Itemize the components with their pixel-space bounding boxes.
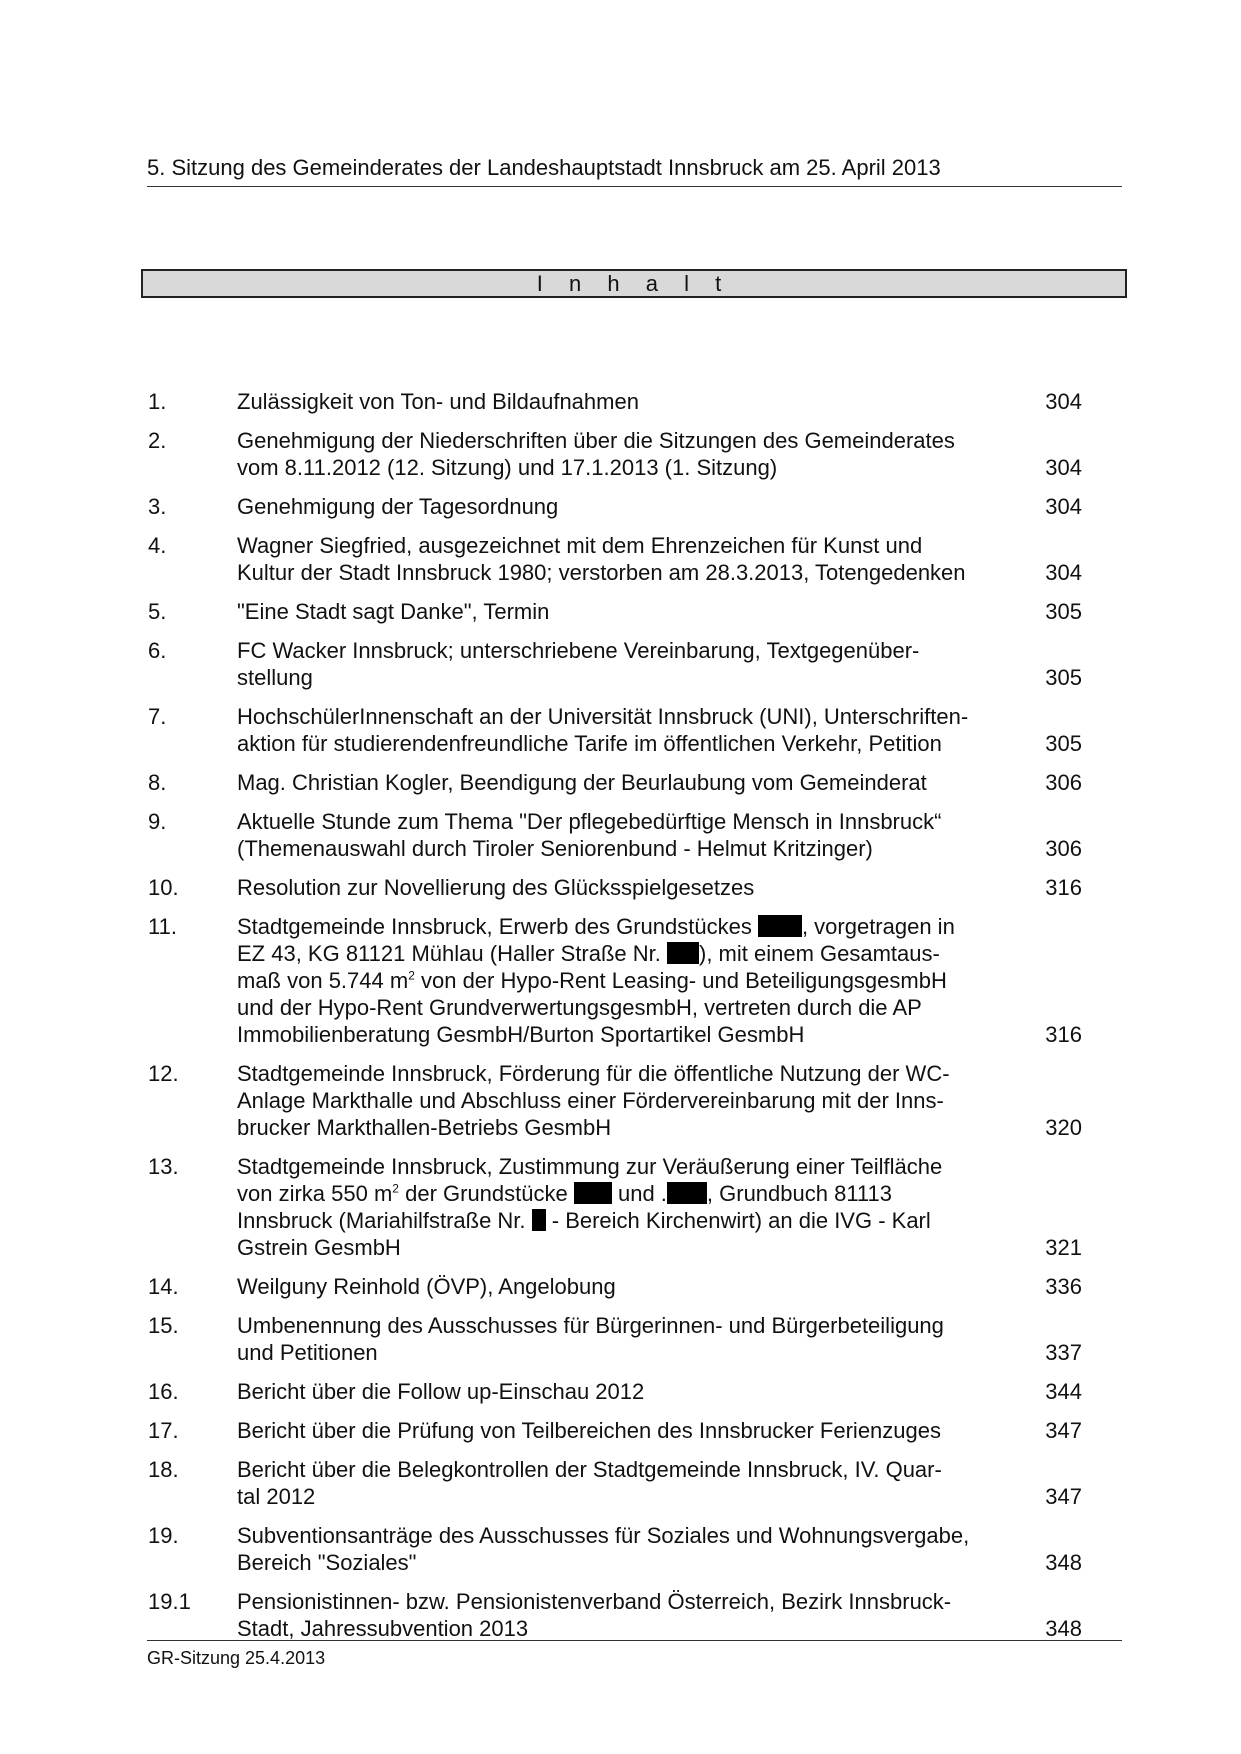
toc-title: Umbenennung des Ausschusses für Bürgerinnen- und Bürgerbeteiligung und Petitionen <box>237 1313 944 1365</box>
toc-number: 2. <box>148 428 167 453</box>
toc-page: 304 <box>1045 494 1082 519</box>
toc-title-text: und . <box>611 1181 667 1206</box>
toc-title: "Eine Stadt sagt Danke", Termin <box>237 599 550 624</box>
toc-item-16 <box>148 1378 1088 1405</box>
toc-title-text: , Grundbuch 81113 <box>706 1181 893 1206</box>
toc-page: 321 <box>1045 1235 1082 1260</box>
toc-number: 4. <box>148 533 167 558</box>
toc-number: 9. <box>148 809 167 834</box>
toc-page: 348 <box>1045 1550 1082 1575</box>
toc-title: Pensionistinnen- bzw. Pensionistenverband Österreich, Bezirk Innsbruck- Stadt, Jahressubvention 2013 <box>237 1589 952 1641</box>
toc-number: 6. <box>148 638 167 663</box>
toc-item-6 <box>148 637 1088 691</box>
toc-title: Wagner Siegfried, ausgezeichnet mit dem Ehrenzeichen für Kunst und Kultur der Stadt Innsbruck 1980; verstorben am 28.3.2013, Totengedenken <box>237 533 966 585</box>
page-footer-text: GR-Sitzung 25.4.2013 <box>147 1648 326 1668</box>
toc-number: 1. <box>148 389 167 414</box>
toc-number: 5. <box>148 599 167 624</box>
toc-item-13 <box>148 1153 1088 1261</box>
toc-title: Bericht über die Belegkontrollen der Stadtgemeinde Innsbruck, IV. Quar- tal 2012 <box>237 1457 942 1509</box>
toc-number: 17. <box>148 1418 179 1443</box>
toc-title: Subventionsanträge des Ausschusses für Soziales und Wohnungsvergabe, Bereich "Soziales" <box>237 1523 970 1575</box>
toc-item-19 <box>148 1522 1088 1576</box>
toc-number: 12. <box>148 1061 179 1086</box>
toc-number: 14. <box>148 1274 179 1299</box>
toc-title: Stadtgemeinde Innsbruck, Förderung für die öffentliche Nutzung der WC- Anlage Markthalle und Abschluss einer Fördervereinbarung mit der Inns- brucker Markthallen-Betriebs GesmbH <box>237 1061 950 1140</box>
toc-title-text: , vorgetragen in <box>801 914 955 939</box>
toc-title-text: Stadtgemeinde Innsbruck, Zustimmung zur Veräußerung einer Teilfläche <box>237 1154 943 1179</box>
toc-number: 16. <box>148 1379 179 1404</box>
toc-title: Genehmigung der Tagesordnung <box>237 494 559 519</box>
toc-title: Mag. Christian Kogler, Beendigung der Beurlaubung vom Gemeinderat <box>237 770 927 795</box>
table-of-contents <box>148 388 1088 1654</box>
toc-item-3 <box>148 493 1088 520</box>
redaction-block <box>667 1182 707 1204</box>
toc-page: 344 <box>1045 1379 1082 1404</box>
toc-title-text: und der Hypo-Rent GrundverwertungsgesmbH, vertreten durch die AP <box>237 995 922 1020</box>
redaction-block <box>758 915 802 937</box>
contents-heading-box <box>141 269 1127 298</box>
toc-title-text: ), mit einem Gesamtaus- <box>699 941 940 966</box>
toc-item-14 <box>148 1273 1088 1300</box>
toc-title: Weilguny Reinhold (ÖVP), Angelobung <box>237 1274 616 1299</box>
toc-page: 316 <box>1045 875 1082 900</box>
toc-title: Resolution zur Novellierung des Glücksspielgesetzes <box>237 875 755 900</box>
toc-title <box>237 1153 997 1261</box>
toc-item-4 <box>148 532 1088 586</box>
toc-item-1 <box>148 388 1088 415</box>
toc-title: Genehmigung der Niederschriften über die Sitzungen des Gemeinderates vom 8.11.2012 (12. Sitzung) und 17.1.2013 (1. Sitzung) <box>237 428 955 480</box>
toc-title: Bericht über die Follow up-Einschau 2012 <box>237 1379 645 1404</box>
toc-number: 19. <box>148 1523 179 1548</box>
toc-title-text: Gstrein GesmbH <box>237 1235 401 1260</box>
toc-title-text: Stadtgemeinde Innsbruck, Erwerb des Grundstückes <box>237 914 758 939</box>
toc-title <box>237 913 997 1048</box>
toc-page: 320 <box>1045 1115 1082 1140</box>
toc-title-text: der Grundstücke <box>398 1181 574 1206</box>
toc-title-text: EZ 43, KG 81121 Mühlau (Haller Straße Nr. <box>237 941 667 966</box>
redaction-block <box>532 1209 546 1231</box>
toc-number: 11. <box>148 914 177 939</box>
toc-title: FC Wacker Innsbruck; unterschriebene Vereinbarung, Textgegenüber- stellung <box>237 638 920 690</box>
toc-title-text: von der Hypo-Rent Leasing- und BeteiligungsgesmbH <box>414 968 947 993</box>
toc-item-5 <box>148 598 1088 625</box>
toc-number: 8. <box>148 770 167 795</box>
toc-page: 304 <box>1045 389 1082 414</box>
toc-number: 15. <box>148 1313 179 1338</box>
superscript: 2 <box>408 968 415 983</box>
toc-title: Zulässigkeit von Ton- und Bildaufnahmen <box>237 389 639 414</box>
toc-page: 336 <box>1045 1274 1082 1299</box>
toc-page: 305 <box>1045 665 1082 690</box>
redaction-block <box>574 1182 612 1204</box>
toc-title: HochschülerInnenschaft an der Universität Innsbruck (UNI), Unterschriften- aktion für studierendenfreundliche Tarife im öffentlichen Verkehr, Petition <box>237 704 969 756</box>
toc-number: 18. <box>148 1457 179 1482</box>
toc-item-15 <box>148 1312 1088 1366</box>
redaction-block <box>667 942 699 964</box>
toc-page: 316 <box>1045 1022 1082 1047</box>
toc-item-17 <box>148 1417 1088 1444</box>
toc-item-12 <box>148 1060 1088 1141</box>
toc-page: 305 <box>1045 731 1082 756</box>
toc-title: Aktuelle Stunde zum Thema "Der pflegebedürftige Mensch in Innsbruck“ (Themenauswahl durch Tiroler Seniorenbund - Helmut Kritzinger) <box>237 809 942 861</box>
toc-number: 10. <box>148 875 179 900</box>
toc-page: 347 <box>1045 1484 1082 1509</box>
toc-item-19-1 <box>148 1588 1088 1642</box>
toc-page: 306 <box>1045 770 1082 795</box>
toc-item-10 <box>148 874 1088 901</box>
contents-heading: I n h a l t <box>536 271 732 296</box>
toc-title: Bericht über die Prüfung von Teilbereichen des Innsbrucker Ferienzuges <box>237 1418 941 1443</box>
toc-item-11 <box>148 913 1088 1048</box>
toc-item-9 <box>148 808 1088 862</box>
toc-title-text: Innsbruck (Mariahilfstraße Nr. <box>237 1208 532 1233</box>
toc-number: 19.1 <box>148 1589 191 1614</box>
toc-page: 305 <box>1045 599 1082 624</box>
toc-page: 337 <box>1045 1340 1082 1365</box>
toc-page: 304 <box>1045 560 1082 585</box>
toc-item-18 <box>148 1456 1088 1510</box>
toc-number: 3. <box>148 494 167 519</box>
superscript: 2 <box>392 1181 399 1196</box>
toc-number: 7. <box>148 704 167 729</box>
toc-item-2 <box>148 427 1088 481</box>
page-footer <box>147 1640 1122 1669</box>
toc-title-text: von zirka 550 m <box>237 1181 393 1206</box>
toc-page: 304 <box>1045 455 1082 480</box>
page-header <box>147 154 1122 187</box>
page-header-title: 5. Sitzung des Gemeinderates der Landeshauptstadt Innsbruck am 25. April 2013 <box>147 155 941 180</box>
toc-number: 13. <box>148 1154 179 1179</box>
toc-item-8 <box>148 769 1088 796</box>
toc-title-text: - Bereich Kirchenwirt) an die IVG - Karl <box>545 1208 931 1233</box>
toc-title-text: Immobilienberatung GesmbH/Burton Sportartikel GesmbH <box>237 1022 805 1047</box>
toc-page: 347 <box>1045 1418 1082 1443</box>
toc-title-text: maß von 5.744 m <box>237 968 409 993</box>
toc-item-7 <box>148 703 1088 757</box>
toc-page: 306 <box>1045 836 1082 861</box>
toc-page: 348 <box>1045 1616 1082 1641</box>
